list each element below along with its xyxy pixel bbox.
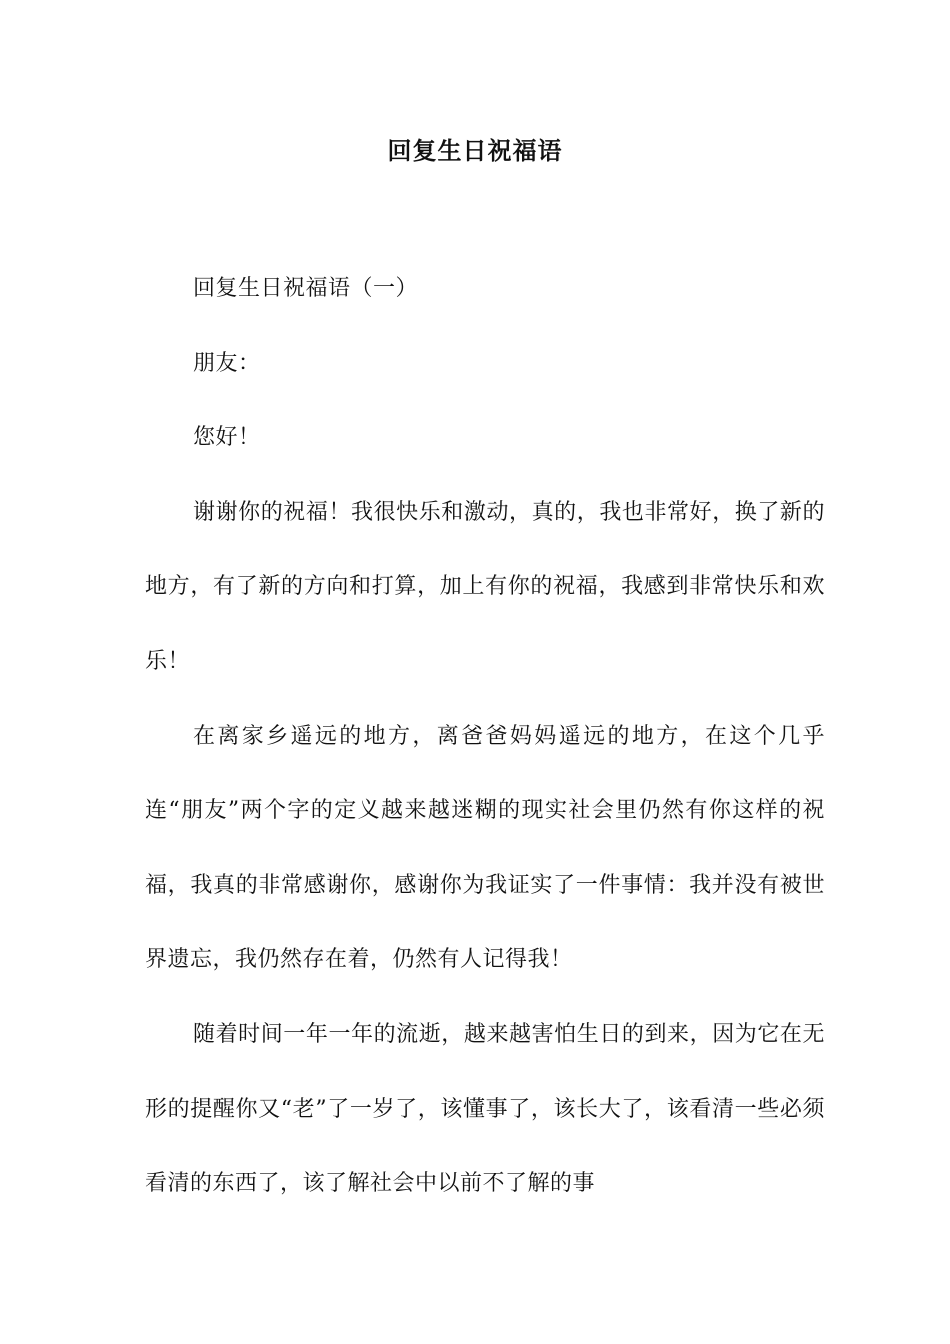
salutation: 朋友： — [193, 350, 261, 376]
greeting: 您好！ — [193, 425, 261, 451]
body-paragraph: 谢谢你的祝福！我很快乐和激动，真的，我也非常好，换了新的地方，有了新的方向和打算，加上有你的祝福，我感到非常快乐和欢乐！ — [145, 499, 825, 674]
document-title: 回复生日祝福语 — [387, 136, 563, 165]
section-heading: 回复生日祝福语（一） — [193, 276, 419, 301]
document-body — [145, 252, 825, 1222]
body-paragraph: 随着时间一年一年的流逝，越来越害怕生日的到来，因为它在无形的提醒你又“老”了一岁了，该懂事了，该长大了，该看清一些必须看清的东西了，该了解社会中以前不了解的事 — [145, 1021, 825, 1197]
body-paragraph: 在离家乡遥远的地方，离爸爸妈妈遥远的地方，在这个几乎连“朋友”两个字的定义越来越迷糊的现实社会里仍然有你这样的祝福，我真的非常感谢你，感谢你为我证实了一件事情：我并没有被世界遗忘，我仍然存在着，仍然有人记得我！ — [145, 723, 825, 973]
